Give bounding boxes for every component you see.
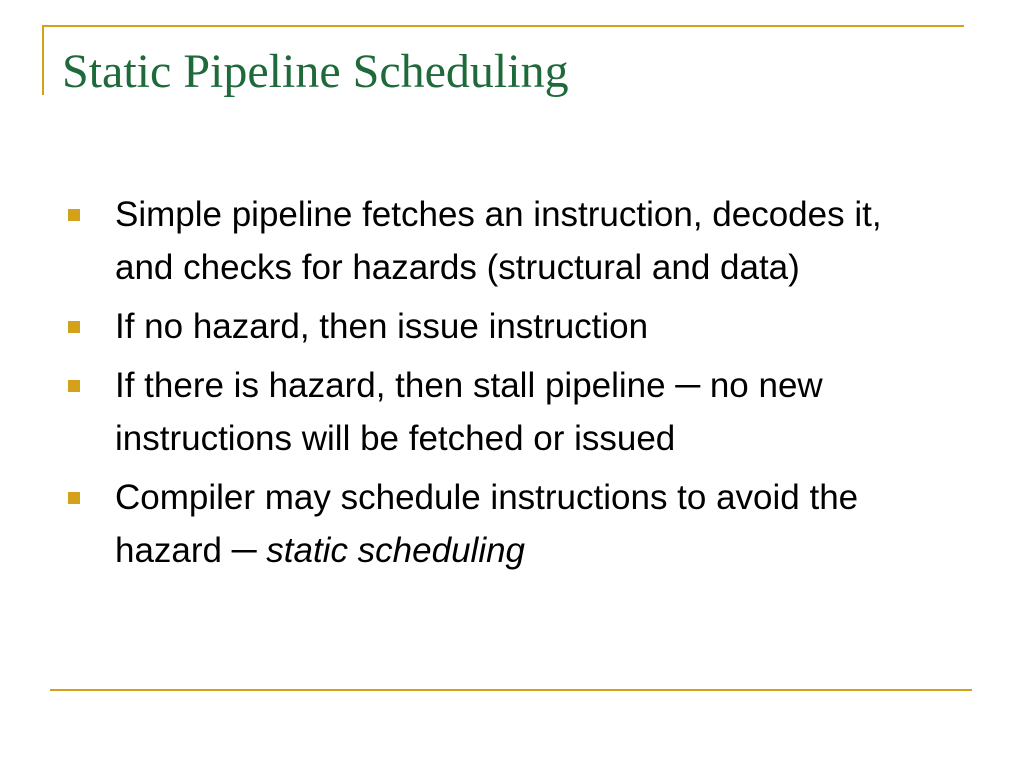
bullet-text: If no hazard, then issue instruction (115, 307, 649, 346)
bullet-text: Compiler may schedule instructions to avoid the hazard ─ (115, 478, 859, 570)
frame-top-line (42, 25, 964, 27)
bullet-item (62, 188, 922, 294)
frame-left-line (42, 25, 44, 95)
square-bullet-icon (68, 380, 80, 392)
bullet-item (62, 471, 922, 577)
slide-title: Static Pipeline Scheduling (62, 45, 569, 98)
square-bullet-icon (68, 209, 80, 221)
square-bullet-icon (68, 321, 80, 333)
bullet-text: If there is hazard, then stall pipeline ─ no new instructions will be fetched or issued (115, 366, 823, 458)
bullet-item (62, 300, 922, 353)
bullet-text: Simple pipeline fetches an instruction, decodes it, and checks for hazards (structural and data) (115, 195, 882, 287)
bullet-item (62, 359, 922, 465)
frame-bottom-line (50, 689, 972, 691)
bullet-list (62, 188, 922, 583)
bullet-emphasis: static scheduling (266, 531, 526, 570)
square-bullet-icon (68, 492, 80, 504)
